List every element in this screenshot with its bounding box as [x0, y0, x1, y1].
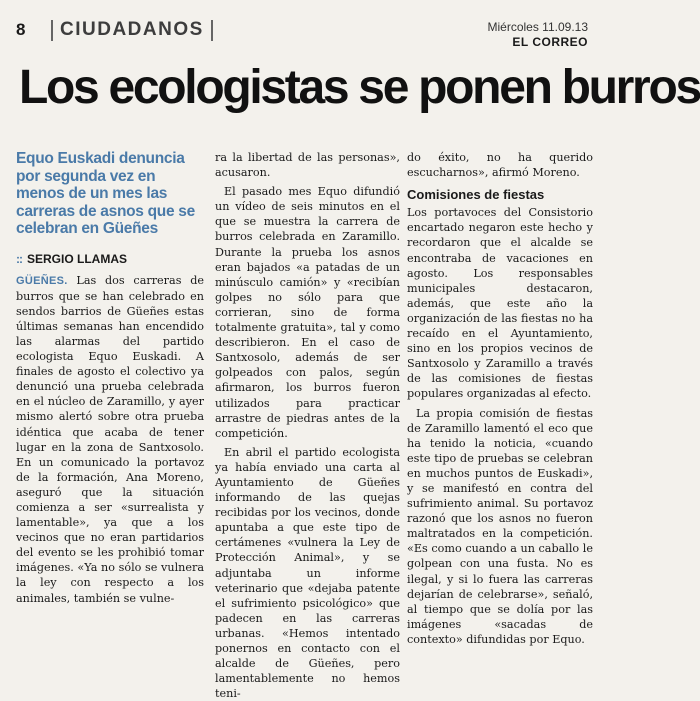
section-divider-right — [211, 20, 213, 41]
body-paragraph: La propia comisión de fiestas de Zaramillo lamentó el eco que ha tenido la noticia, «cuando este tipo de pruebas se celebran en muchos puntos de Euskadi», y se manifestó en contra del sufrimiento animal. Su portavoz razonó que los asnos no fueron maltratados en la competición. «Es como cuando a un caballo le golpean con una fusta. No es ilegal, y si lo fuera las carreras dejarían de celebrarse», señaló, al tiempo que se dolía por las imágenes «sacadas de contexto» difundidas por Equo. — [407, 406, 593, 646]
article-headline: Los ecologistas se ponen burros — [19, 61, 700, 114]
body-paragraph — [16, 273, 204, 606]
article-column-1 — [16, 150, 204, 606]
body-text: Las dos carreras de burros que se han celebrado en sendos barrios de Güeñes estas últimas semanas han encendido las alarmas del partido ecologista Equo Euskadi. A finales de agosto el colectivo ya denunció una prueba celebrada en el núcleo de Zaramillo, y ayer mismo alertó sobre otra prueba idéntica que acaba de tener lugar en la zona de Santxosolo. En un comunicado la portavoz de la formación, Ana Moreno, aseguró que la situación comienza a ser «surrealista y lamentable», ya que a los vecinos que no eran partidarios del evento se les prohibió tomar imágenes. «Ya no sólo se vulnera la ley con respecto a los animales, también se vulne- — [16, 273, 204, 605]
newspaper-name: EL CORREO — [512, 35, 588, 49]
article-subhead: Comisiones de fiestas — [407, 187, 545, 203]
dateline: GÜEÑES. — [16, 274, 68, 287]
body-paragraph: Los portavoces del Consistorio encartado negaron este hecho y recordaron que el alcalde se encontraba de vacaciones en agosto. Los responsables municipales destacaron, además, que este año la organización de las fiestas no ha recaído en el Ayuntamiento, sino en los propios vecinos de Santxosolo y Zaramillo a través de las comisiones de fiestas populares organizadas al efecto. — [407, 206, 593, 401]
body-paragraph: En abril el partido ecologista ya había enviado una carta al Ayuntamiento de Güeñes informando de las quejas recibidas por los vecinos, donde apuntaba a que este tipo de certámenes «vulnera la Ley de Protección Animal», y se adjuntaba un informe veterinario que «dejaba patente el sufrimiento psicológico» que padecen en las carreras urbanas. «Hemos intentado ponernos en contacto con el alcalde de Güeñes, pero lamentablemente no hemos teni- — [215, 445, 400, 701]
issue-date: Miércoles 11.09.13 — [487, 20, 588, 34]
page-header — [0, 0, 605, 50]
body-paragraph: El pasado mes Equo difundió un vídeo de seis minutos en el que se muestra la carrera de burros celebrada en Zaramillo. Durante la prueba los asnos eran bajados «a patadas de un minúsculo camión» y «recibían golpes no sólo para que corrieran, sino de forma totalmente gratuita», tal y como describieron. En el caso de Santxosolo, además de ser golpeados con palos, según afirmaron, los burros fueron utilizados para practicar arrastre de piedras antes de la competición. — [215, 185, 400, 440]
article-dek: Equo Euskadi denuncia por segunda vez en menos de un mes las carreras de asnos que se celebran en Güeñes — [16, 150, 195, 237]
body-paragraph: do éxito, no ha querido escucharnos», afirmó Moreno. — [407, 151, 593, 180]
section-label: CIUDADANOS — [60, 19, 204, 40]
author-name: SERGIO LLAMAS — [27, 251, 128, 266]
page-number: 8 — [16, 20, 26, 39]
body-paragraph: ra la libertad de las personas», acusaron. — [215, 151, 400, 180]
byline — [16, 252, 204, 267]
article-column-3 — [407, 150, 593, 647]
byline-marker-icon: :: — [16, 251, 22, 266]
section-divider-left — [51, 20, 53, 41]
article-column-2 — [215, 150, 400, 701]
